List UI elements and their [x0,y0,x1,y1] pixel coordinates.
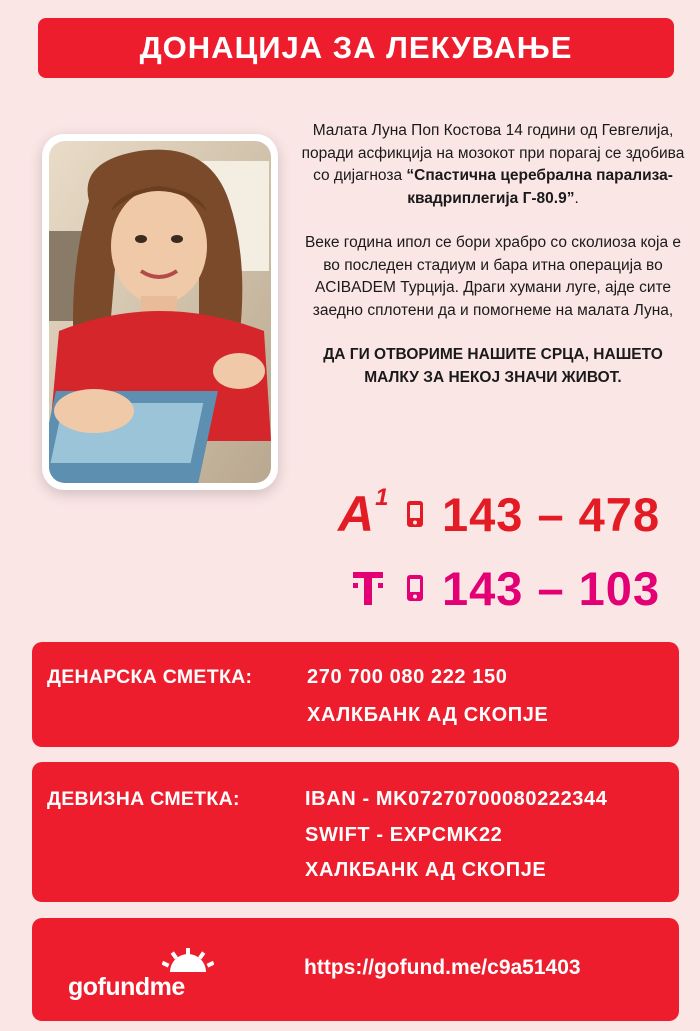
a1-sms-number[interactable]: 143 – 478 [442,487,661,541]
gofundme-sun-icon [162,948,214,976]
story-appeal: Веке година ипол се бори храбро со сколиоза која е во последен стадиум и бара итна операција во ACIBADEM Турција. Драги хумани луге, ајде сите заедно сплотени да и помогнеме на малата Луна, [304,234,682,319]
telekom-logo [338,560,398,616]
foreign-account-card [32,762,679,902]
denar-account-label: ДЕНАРСКА СМЕТКА: [47,666,253,688]
telekom-sms-number[interactable]: 143 – 103 [442,561,661,615]
child-photo-image [49,141,271,483]
story-text [298,120,688,389]
denar-account-card [32,642,679,747]
gofundme-link[interactable]: https://gofund.me/c9a51403 [304,956,581,979]
foreign-account-label: ДЕВИЗНА СМЕТКА: [47,788,240,810]
telekom-donation-line [338,560,660,616]
denar-account-bank: ХАЛКБАНК АД СКОПЈЕ [307,704,549,726]
foreign-account-bank: ХАЛКБАНК АД СКОПЈЕ [305,859,547,881]
mobile-phone-icon [406,574,424,602]
swift-code[interactable]: SWIFT - EXPCMK22 [305,824,503,846]
call-to-action: ДА ГИ ОТВОРИМЕ НАШИТЕ СРЦА, НАШЕТО МАЛКУ ЗА НЕКОЈ ЗНАЧИ ЖИВОТ. [323,346,663,386]
telekom-t-icon [351,568,385,608]
a1-logo: A 1 [338,484,389,542]
denar-account-number[interactable]: 270 700 080 222 150 [307,666,508,688]
iban-number[interactable]: IBAN - MK07270700080222344 [305,788,608,810]
diagnosis: “Спастична церебрална парализа-квадриплегија Г-80.9” [406,167,673,207]
story-intro: Малата Луна Поп Костова 14 години од Гевгелија, поради асфикција на мозокот при порагај се здобива со дијагноза “Спастична церебрална парализа-квадриплегија Г-80.9”. [301,122,685,207]
a1-donation-line [338,486,660,542]
gofundme-logo[interactable]: gofundme [68,948,228,1002]
mobile-phone-icon [406,500,424,528]
page-title: ДОНАЦИЈА ЗА ЛЕКУВАЊЕ [38,18,674,78]
gofundme-card [32,918,679,1021]
child-photo [42,134,278,490]
